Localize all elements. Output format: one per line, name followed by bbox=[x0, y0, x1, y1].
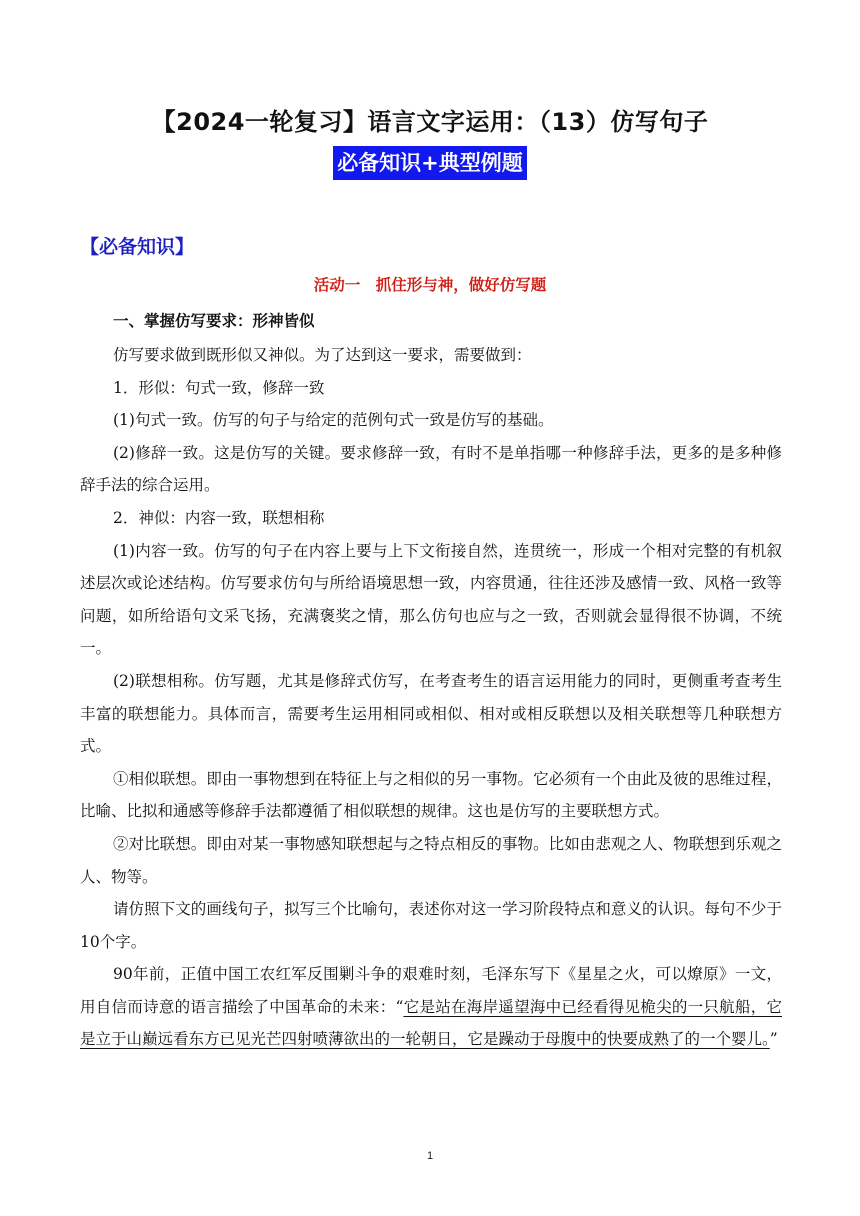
title-banner: 必备知识+典型例题 bbox=[333, 146, 527, 180]
paragraph: 2．神似：内容一致，联想相称 bbox=[113, 508, 325, 527]
page-number: 1 bbox=[426, 1150, 434, 1162]
quote-open-mark: “ bbox=[395, 997, 404, 1016]
paragraph: (1)内容一致。仿写的句子在内容上要与上下文衔接自然，连贯统一，形成一个相对完整的有机叙述层次或论述结构。仿写要求仿句与所给语境思想一致，内容贯通，往往还涉及感情一致、风格一致等问题，如所给语句文采飞扬，充满褒奖之情，那么仿句也应与之一致，否则就会显得很不协调，不统一。 bbox=[80, 541, 782, 658]
paragraph: 1．形似：句式一致，修辞一致 bbox=[113, 378, 325, 397]
underlined-quote: 它是站在海岸遥望海中已经看得见桅尖的一只航船，它是立于山巅远看东方已见光芒四射喷薄欲出的一轮朝日，它是躁动于母腹中的快要成熟了的一个婴儿。 bbox=[80, 997, 782, 1049]
paragraph: (2)联想相称。仿写题，尤其是修辞式仿写，在考查考生的语言运用能力的同时，更侧重考查考生丰富的联想能力。具体而言，需要考生运用相同或相似、相对或相反联想以及相关联想等几种联想方式。 bbox=[80, 671, 782, 756]
paragraph: ①相似联想。即由一事物想到在特征上与之相似的另一事物。它必须有一个由此及彼的思维过程，比喻、比拟和通感等修辞手法都遵循了相似联想的规律。这也是仿写的主要联想方式。 bbox=[80, 769, 782, 821]
paragraph: 请仿照下文的画线句子，拟写三个比喻句，表述你对这一学习阶段特点和意义的认识。每句不少于10个字。 bbox=[80, 900, 782, 951]
subheading: 一、掌握仿写要求：形神皆似 bbox=[113, 312, 315, 330]
paragraph: (1)句式一致。仿写的句子与给定的范例句式一致是仿写的基础。 bbox=[113, 411, 554, 430]
paragraph: ②对比联想。即由对某一事物感知联想起与之特点相反的事物。比如由悲观之人、物联想到乐观之人、物等。 bbox=[80, 834, 782, 886]
quote-intro: 90年前，正值中国工农红军反围剿斗争的艰难时刻，毛泽东写下《星星之火，可以燎原》一文，用自信而诗意的语言描绘了中国革命的未来： bbox=[80, 965, 782, 1016]
quote-paragraph bbox=[80, 958, 782, 1056]
section-heading: 【必备知识】 bbox=[80, 236, 195, 258]
quote-close-mark: ” bbox=[769, 1030, 778, 1049]
document-title: 【2024一轮复习】语言文字运用：（13）仿写句子 bbox=[151, 108, 709, 136]
paragraph: (2)修辞一致。这是仿写的关键。要求修辞一致，有时不是单指哪一种修辞手法，更多的是多种修辞手法的综合运用。 bbox=[80, 443, 782, 495]
activity-heading: 活动一 抓住形与神，做好仿写题 bbox=[313, 276, 547, 294]
paragraph: 仿写要求做到既形似又神似。为了达到这一要求，需要做到： bbox=[113, 346, 532, 364]
body-text bbox=[80, 339, 782, 1056]
banner-container bbox=[0, 146, 860, 180]
